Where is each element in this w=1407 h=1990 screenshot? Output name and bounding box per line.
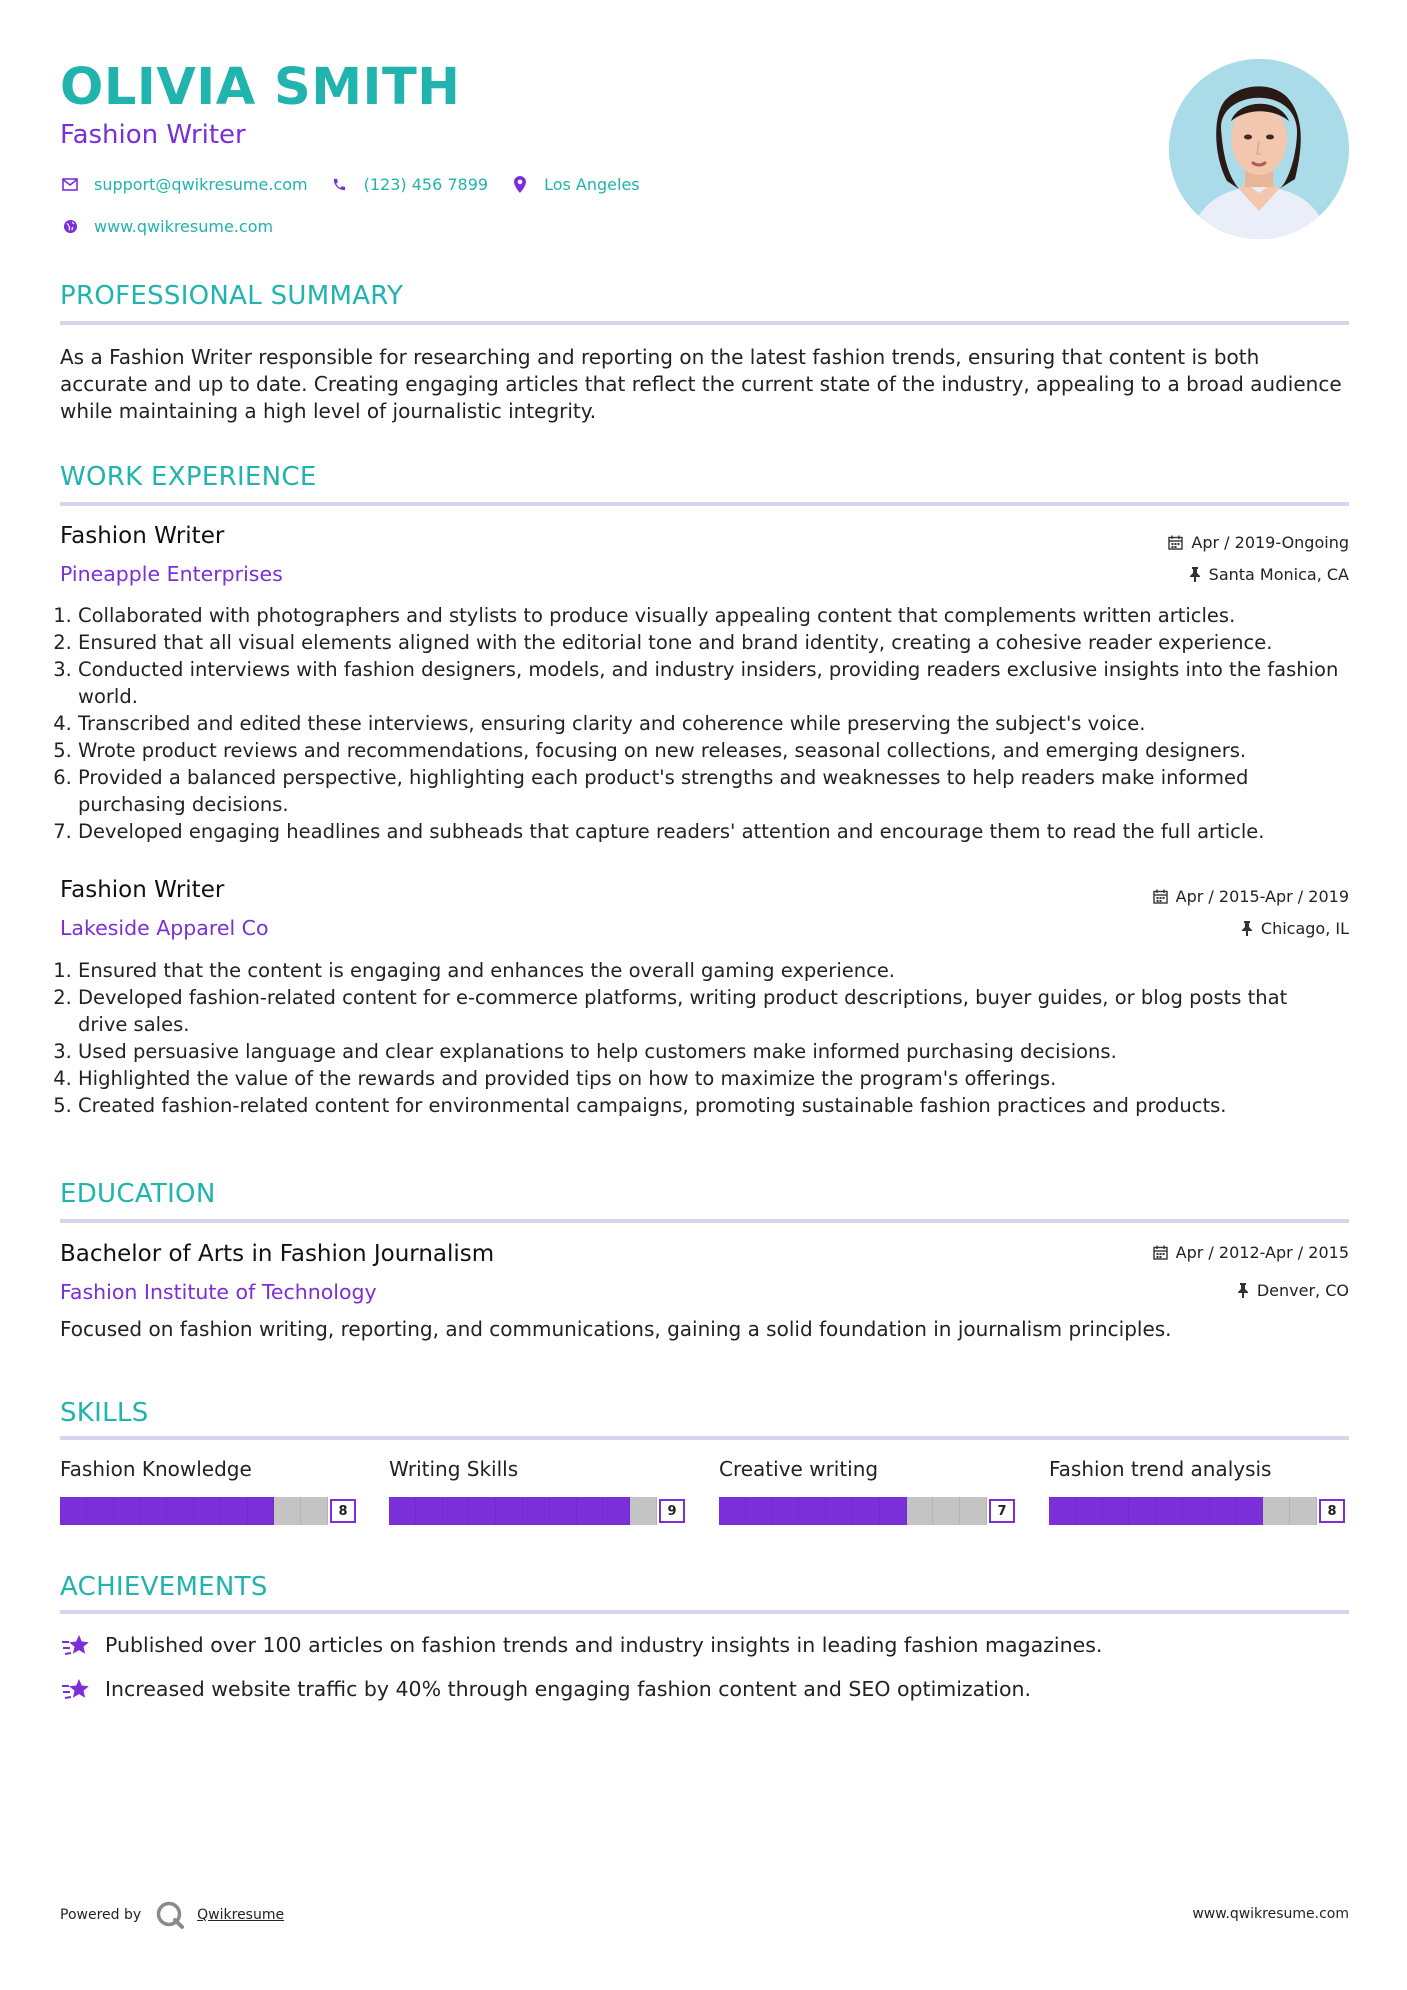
skill-segment-filled	[603, 1497, 630, 1525]
skill-segment-empty	[907, 1497, 934, 1525]
qwikresume-logo-icon	[155, 1900, 185, 1930]
education-heading: EDUCATION	[60, 1179, 216, 1209]
list-item: 5. Created fashion-related content for environmental campaigns, promoting sustainable fashion practices and products.	[78, 1092, 1378, 1119]
experience-divider	[60, 502, 1349, 506]
skill-bar-segments	[719, 1497, 987, 1525]
skill-segment-filled	[577, 1497, 604, 1525]
skill-name: Creative writing	[719, 1457, 879, 1481]
skill-segment-filled	[221, 1497, 248, 1525]
job-responsibilities	[60, 957, 1378, 1119]
skill-segment-filled	[248, 1497, 275, 1525]
skill-item	[719, 1457, 1019, 1525]
skill-segment-filled	[523, 1497, 550, 1525]
skill-bar	[60, 1497, 360, 1525]
calendar-icon	[1168, 535, 1183, 550]
skill-segment-filled	[443, 1497, 470, 1525]
school-name: Fashion Institute of Technology	[60, 1280, 377, 1304]
skill-bar-segments	[1049, 1497, 1317, 1525]
skill-segment-filled	[773, 1497, 800, 1525]
company-name: Lakeside Apparel Co	[60, 916, 269, 940]
job-title: Fashion Writer	[60, 877, 225, 903]
footer-powered-by	[60, 1900, 284, 1930]
skill-segment-empty	[274, 1497, 301, 1525]
skills-divider	[60, 1436, 1349, 1440]
skill-segment-empty	[301, 1497, 328, 1525]
achievements-divider	[60, 1610, 1349, 1614]
achievement-text: Increased website traffic by 40% through engaging fashion content and SEO optimization.	[105, 1677, 1032, 1701]
skill-segment-filled	[826, 1497, 853, 1525]
skill-segment-filled	[1156, 1497, 1183, 1525]
pushpin-icon	[1237, 1283, 1249, 1298]
skill-segment-filled	[1183, 1497, 1210, 1525]
skill-level-badge: 8	[1319, 1499, 1345, 1523]
skill-segment-filled	[880, 1497, 907, 1525]
skill-segment-filled	[194, 1497, 221, 1525]
skill-segment-filled	[167, 1497, 194, 1525]
email-link[interactable]: support@qwikresume.com	[94, 174, 308, 194]
star-icon	[60, 1629, 92, 1661]
skill-bar-segments	[389, 1497, 657, 1525]
skill-segment-filled	[1103, 1497, 1130, 1525]
job-dates-text: Apr / 2019-Ongoing	[1191, 533, 1349, 552]
pushpin-icon	[1241, 921, 1253, 936]
education-divider	[60, 1219, 1349, 1223]
skill-item	[60, 1457, 360, 1525]
summary-text: As a Fashion Writer responsible for researching and reporting on the latest fashion trends, ensuring that content is both accurate and up to date. Creating engaging articles that reflect the current state of the industry, appealing to a broad audience while maintaining a high level of journalistic integrity.	[60, 345, 1342, 423]
phone-text[interactable]: (123) 456 7899	[363, 174, 489, 194]
skill-segment-filled	[140, 1497, 167, 1525]
skill-segment-empty	[1290, 1497, 1317, 1525]
skill-segment-filled	[799, 1497, 826, 1525]
list-item: 5. Wrote product reviews and recommendations, focusing on new releases, seasonal collections, and emerging designers.	[78, 737, 1378, 764]
skill-segment-filled	[719, 1497, 746, 1525]
skill-level-badge: 7	[989, 1499, 1015, 1523]
job-location-text: Santa Monica, CA	[1208, 565, 1349, 584]
skill-segment-filled	[746, 1497, 773, 1525]
education-dates	[1153, 1243, 1349, 1262]
achievements-heading: ACHIEVEMENTS	[60, 1572, 268, 1602]
qwikresume-link[interactable]: Qwikresume	[197, 1907, 285, 1923]
powered-by-label: Powered by	[60, 1907, 142, 1923]
skill-segment-empty	[960, 1497, 987, 1525]
skill-segment-filled	[60, 1497, 87, 1525]
skill-bar	[719, 1497, 1019, 1525]
skill-segment-filled	[114, 1497, 141, 1525]
map-pin-icon	[510, 174, 530, 194]
job-location	[1241, 919, 1349, 938]
envelope-icon	[60, 174, 80, 194]
contact-row	[60, 174, 662, 194]
skill-item	[389, 1457, 689, 1525]
skill-segment-empty	[933, 1497, 960, 1525]
website-row	[60, 216, 295, 236]
skill-segment-filled	[416, 1497, 443, 1525]
job-dates	[1153, 887, 1349, 906]
skill-segment-filled	[1237, 1497, 1264, 1525]
list-item: 7. Developed engaging headlines and subheads that capture readers' attention and encourage them to read the full article.	[78, 818, 1378, 845]
job-dates	[1168, 533, 1349, 552]
list-item: 3. Used persuasive language and clear explanations to help customers make informed purchasing decisions.	[78, 1038, 1378, 1065]
list-item: 4. Highlighted the value of the rewards and provided tips on how to maximize the program's offerings.	[78, 1065, 1378, 1092]
job-location-text: Chicago, IL	[1260, 919, 1349, 938]
skill-segment-filled	[1076, 1497, 1103, 1525]
skill-level-badge: 8	[330, 1499, 356, 1523]
calendar-icon	[1153, 1245, 1168, 1260]
candidate-name: OLIVIA SMITH	[60, 58, 461, 117]
education-location	[1237, 1281, 1349, 1300]
education-description: Focused on fashion writing, reporting, and communications, gaining a solid foundation in journalism principles.	[60, 1317, 1172, 1341]
skill-bar	[389, 1497, 689, 1525]
skill-segment-filled	[853, 1497, 880, 1525]
candidate-role: Fashion Writer	[60, 120, 246, 150]
summary-divider	[60, 321, 1349, 325]
location-text: Los Angeles	[544, 174, 640, 194]
profile-photo	[1169, 59, 1349, 239]
job-title: Fashion Writer	[60, 523, 225, 549]
skill-name: Fashion Knowledge	[60, 1457, 252, 1481]
skills-heading: SKILLS	[60, 1398, 149, 1428]
job-dates-text: Apr / 2015-Apr / 2019	[1175, 887, 1349, 906]
summary-heading: PROFESSIONAL SUMMARY	[60, 281, 404, 311]
skill-bar-segments	[60, 1497, 328, 1525]
phone-icon	[330, 174, 350, 194]
skill-level-badge: 9	[659, 1499, 685, 1523]
job-location	[1189, 565, 1349, 584]
achievement-text: Published over 100 articles on fashion trends and industry insights in leading fashion magazines.	[105, 1633, 1103, 1657]
skill-segment-filled	[550, 1497, 577, 1525]
list-item: 1. Ensured that the content is engaging and enhances the overall gaming experience.	[78, 957, 1378, 984]
skill-item	[1049, 1457, 1349, 1525]
company-name: Pineapple Enterprises	[60, 562, 283, 586]
skill-name: Fashion trend analysis	[1049, 1457, 1272, 1481]
list-item: 2. Ensured that all visual elements aligned with the editorial tone and brand identity, creating a cohesive reader experience.	[78, 629, 1378, 656]
calendar-icon	[1153, 889, 1168, 904]
star-icon	[60, 1673, 92, 1705]
list-item: 6. Provided a balanced perspective, highlighting each product's strengths and weaknesses to help readers make informed purchasing decisions.	[78, 764, 1340, 818]
experience-heading: WORK EXPERIENCE	[60, 462, 317, 492]
globe-icon	[60, 216, 80, 236]
skill-segment-filled	[1049, 1497, 1076, 1525]
education-location-text: Denver, CO	[1256, 1281, 1349, 1300]
education-dates-text: Apr / 2012-Apr / 2015	[1175, 1243, 1349, 1262]
skill-segment-empty	[1263, 1497, 1290, 1525]
list-item: 2. Developed fashion-related content for e-commerce platforms, writing product descriptions, buyer guides, or blog posts that drive sales.	[78, 984, 1340, 1038]
pushpin-icon	[1189, 567, 1201, 582]
achievement-item	[60, 1673, 1031, 1705]
skill-segment-filled	[469, 1497, 496, 1525]
skill-segment-filled	[1210, 1497, 1237, 1525]
degree-title: Bachelor of Arts in Fashion Journalism	[60, 1241, 495, 1267]
footer-website[interactable]: www.qwikresume.com	[1192, 1906, 1349, 1922]
website-link[interactable]: www.qwikresume.com	[94, 216, 274, 236]
achievement-item	[60, 1629, 1102, 1661]
skill-bar	[1049, 1497, 1349, 1525]
list-item: 3. Conducted interviews with fashion designers, models, and industry insiders, providing readers exclusive insights into the fashion world.	[78, 656, 1340, 710]
skill-segment-filled	[1129, 1497, 1156, 1525]
skill-name: Writing Skills	[389, 1457, 519, 1481]
skill-segment-filled	[389, 1497, 416, 1525]
job-responsibilities	[60, 602, 1378, 845]
list-item: 1. Collaborated with photographers and stylists to produce visually appealing content that complements written articles.	[78, 602, 1378, 629]
list-item: 4. Transcribed and edited these interviews, ensuring clarity and coherence while preserving the subject's voice.	[78, 710, 1378, 737]
skill-segment-filled	[496, 1497, 523, 1525]
skill-segment-empty	[630, 1497, 657, 1525]
skill-segment-filled	[87, 1497, 114, 1525]
